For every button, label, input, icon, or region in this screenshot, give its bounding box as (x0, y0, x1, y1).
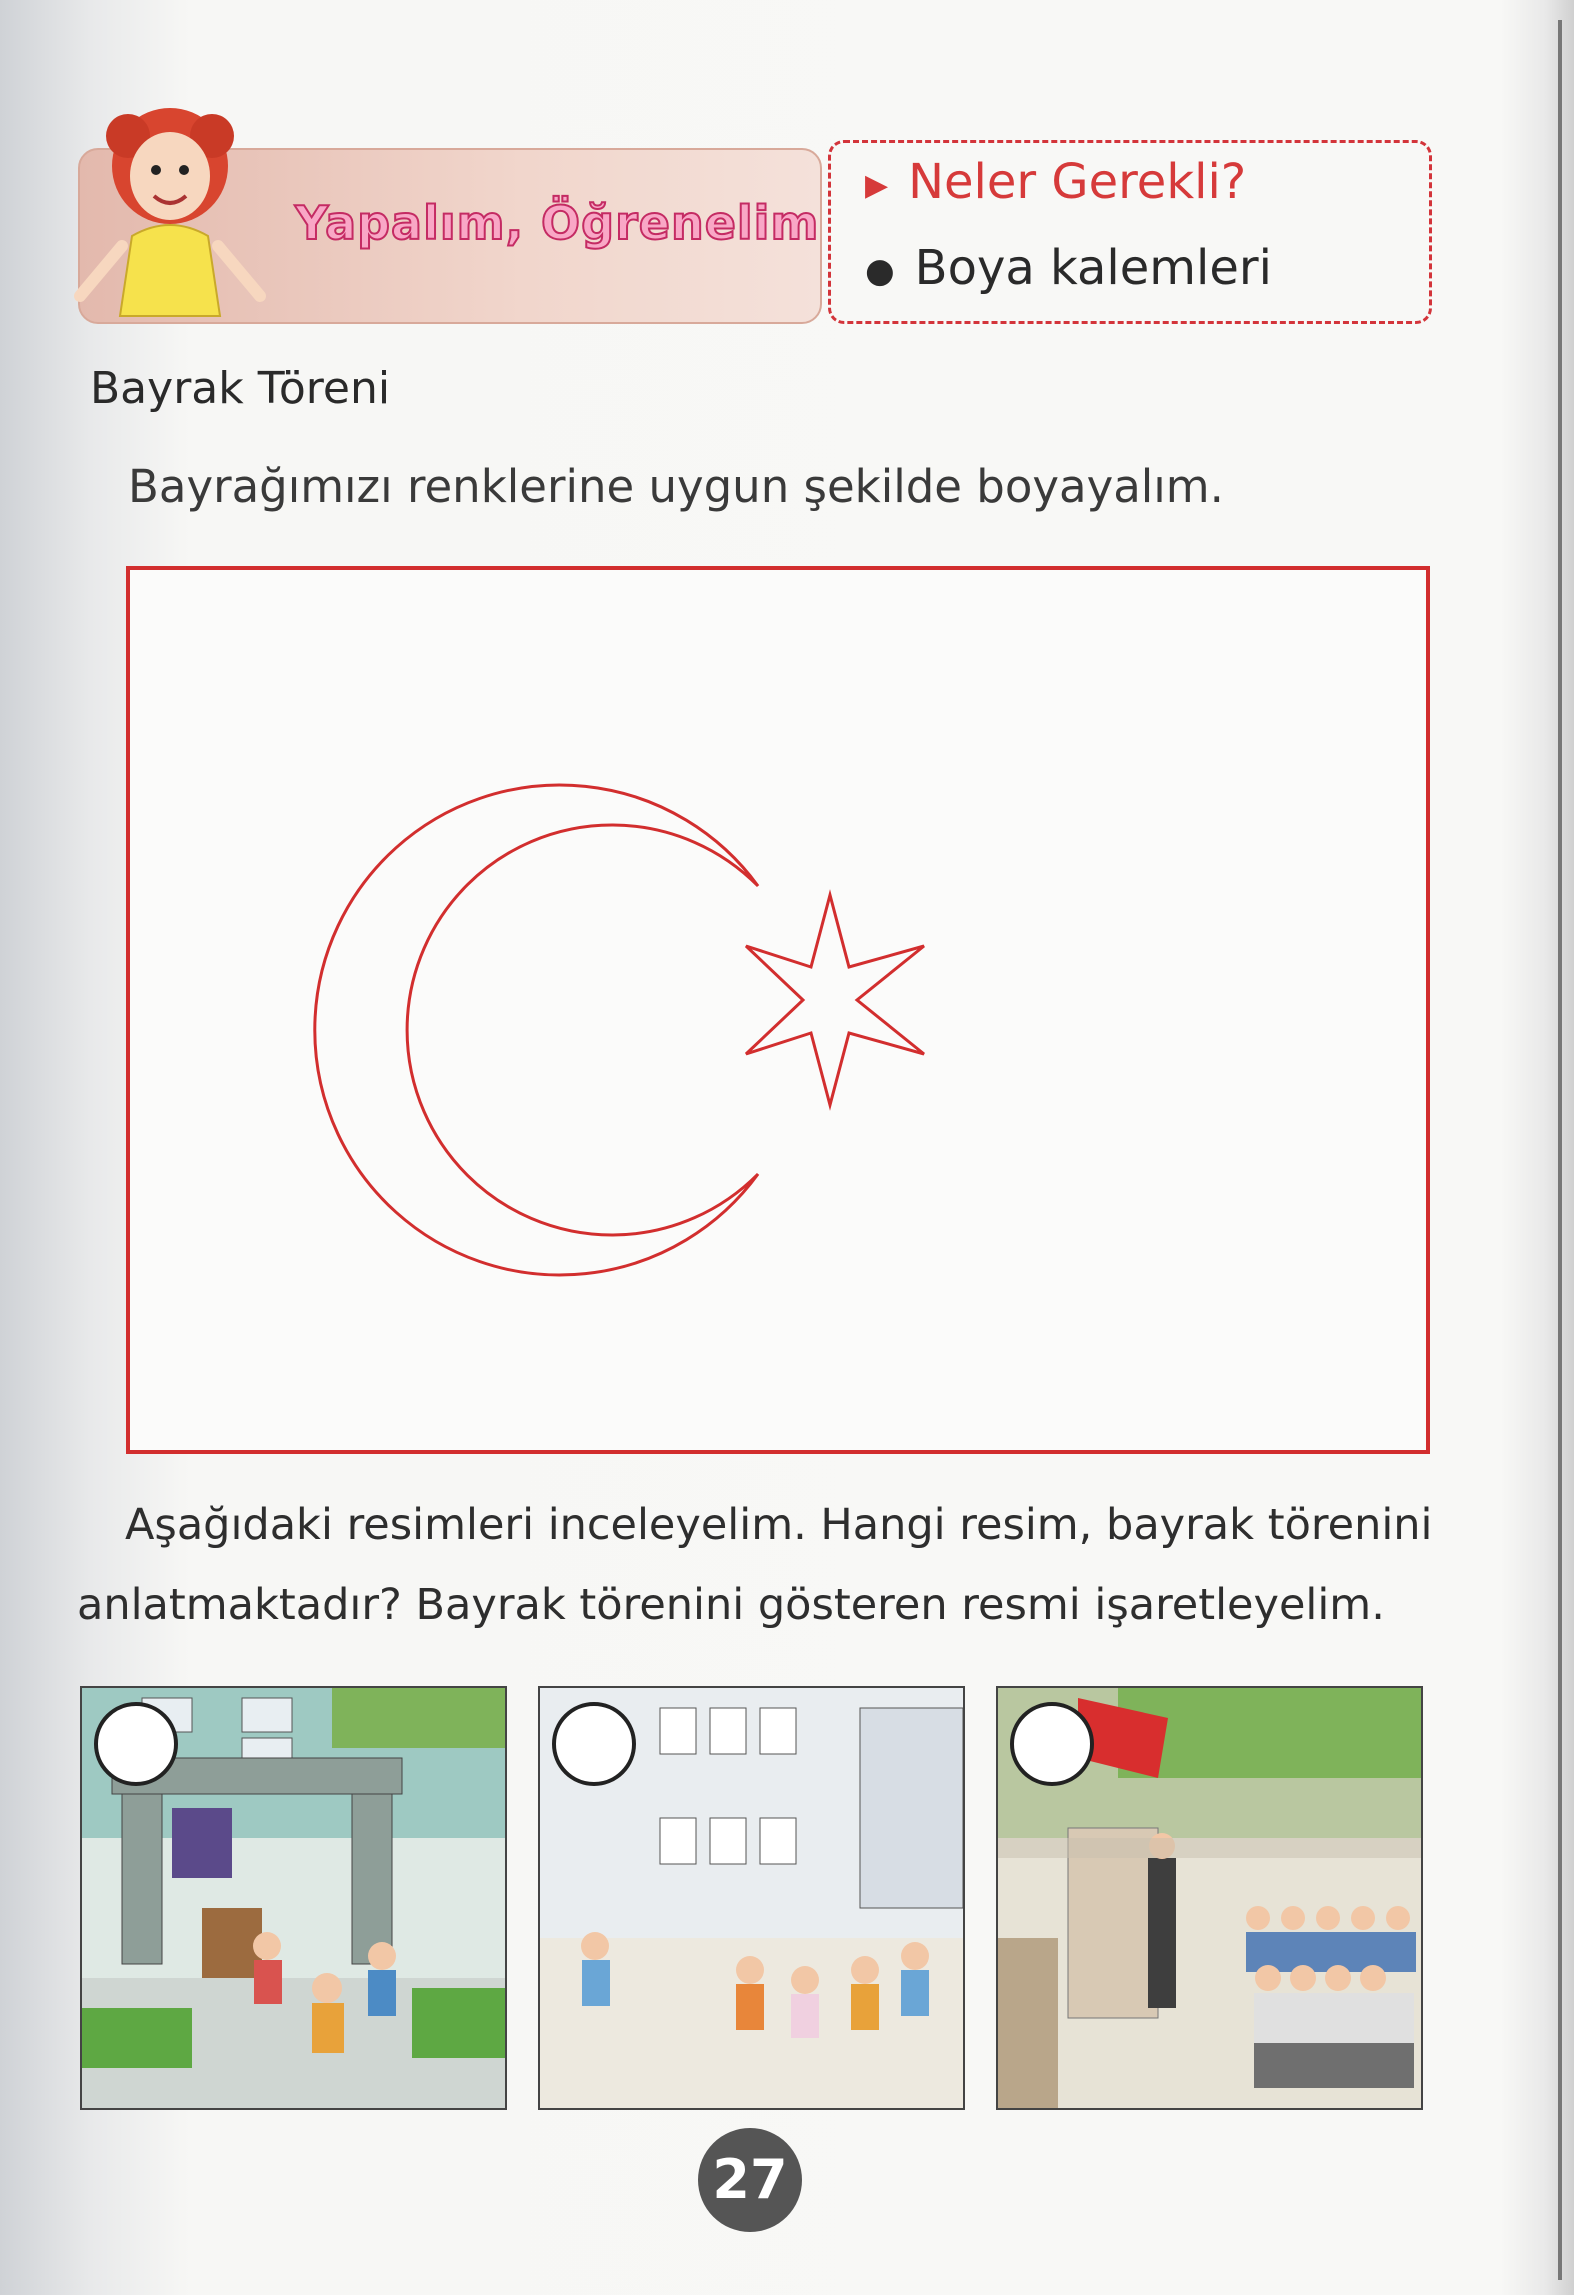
requirements-title (865, 154, 1246, 210)
picture-schoolyard (538, 1686, 965, 2110)
flag-coloring-area[interactable] (126, 566, 1430, 1454)
answer-checkbox-3[interactable] (1010, 1702, 1094, 1786)
requirements-item (865, 240, 1272, 296)
answer-checkbox-2[interactable] (552, 1702, 636, 1786)
answer-checkbox-1[interactable] (94, 1702, 178, 1786)
picture-flag-ceremony (996, 1686, 1423, 2110)
girl-mascot-icon (70, 96, 270, 346)
triangle-bullet-icon: ▶ (865, 167, 889, 203)
picture-school-entrance (80, 1686, 507, 2110)
bullet-icon: ● (865, 251, 895, 291)
requirements-title-text: Neler Gerekli? (908, 154, 1247, 210)
page-number: 27 (698, 2128, 802, 2232)
requirements-item-text: Boya kalemleri (914, 240, 1272, 296)
question-line-2: anlatmaktadır? Bayrak törenini gösteren resmi işaretleyelim. (77, 1580, 1385, 1630)
section-title: Bayrak Töreni (90, 363, 391, 414)
star-outline (746, 895, 924, 1105)
crescent-outline (315, 785, 758, 1275)
question-line-1: Aşağıdaki resimleri inceleyelim. Hangi resim, bayrak törenini (125, 1500, 1433, 1550)
page-edge (1558, 20, 1562, 2280)
flag-outline-drawing (130, 570, 1426, 1450)
banner-title: Yapalım, Öğrenelim (295, 196, 820, 250)
coloring-instruction: Bayrağımızı renklerine uygun şekilde boyayalım. (128, 460, 1224, 513)
